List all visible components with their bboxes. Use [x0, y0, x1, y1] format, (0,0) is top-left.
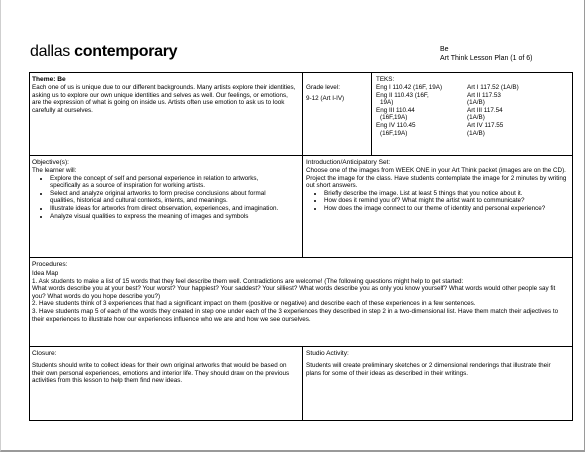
procedures-step: What words describe you at your best? Your worst? Your happiest? Your saddest? Your silliest? What words describe you as only you know yourself? What words would other people say fit you? What words do you hope describe you?) [32, 285, 556, 300]
intro-set-body: Choose one of the images from WEEK ONE in your Art Think packet (images are on the CD). Project the image for the class. Have students contemplate the image for 2 minutes by writing out short answers. [306, 167, 567, 190]
logo-word-dallas: dallas [30, 43, 71, 60]
procedures-step: Idea Map [32, 270, 59, 277]
bottom-border [29, 420, 573, 421]
col-divider-theme [302, 72, 303, 156]
objective-item: • Illustrate ideas for artworks from direct observation, experiences, and imagination. [50, 205, 284, 213]
teks-item: (16F,19A) [380, 129, 408, 137]
col-divider-objectives [302, 155, 303, 258]
header-right [440, 46, 532, 63]
procedures-step: 2. Have students think of 3 experiences that had a significant impact on them (positive or negative) and describe each of these experiences in a few sentences. [32, 300, 476, 308]
header-plan-title: Art Think Lesson Plan (1 of 6) [440, 54, 533, 62]
intro-set-title: Introduction/Anticipatory Set: [306, 159, 391, 166]
closure-title: Closure: [32, 350, 57, 357]
teks-list [376, 84, 537, 137]
teks-item: (1A/B) [467, 129, 485, 137]
row-divider-1 [29, 155, 573, 156]
header-theme-word: Be [440, 46, 449, 53]
right-border [572, 72, 573, 421]
objective-item: • Explore the concept of self and personal experience in relation to artworks, specifically as a source of inspiration for working artists. [50, 175, 284, 190]
objective-item: • Select and analyze original artworks to form precise conclusions about formal qualities, historical and cultural contexts, intents, and meanings. [50, 190, 284, 205]
theme-cell [32, 76, 298, 114]
objectives-list [32, 175, 284, 221]
row-divider-2 [29, 257, 573, 258]
teks-item: (1A/B) [467, 114, 485, 122]
row-divider-3 [29, 346, 573, 347]
teks-item: Art I 117.52 (1A/B) [467, 84, 519, 91]
teks-label: TEKS: [376, 76, 395, 83]
top-border [29, 72, 573, 73]
teks-item: (1A/B) [467, 99, 485, 107]
intro-set-item: • How does it remind you of? What might the artist want to communicate? [324, 197, 560, 205]
left-border [29, 72, 30, 421]
intro-set-item: • How does the image connect to our theme of identity and personal experience? [324, 205, 560, 213]
intro-set-list [306, 190, 560, 213]
teks-item: Art IV 117.55 [467, 121, 504, 129]
col-divider-closure [302, 346, 303, 421]
dallas-contemporary-logo [30, 44, 177, 60]
studio-activity-cell [306, 350, 566, 377]
closure-body: Students should write to collect ideas for their own original artworks that would be based on their own personal experiences, emotions and interior life. They should draw on the previous activities from this lesson to help them find new ideas. [32, 362, 290, 385]
teks-item: Art II 117.53 [467, 91, 501, 99]
studio-activity-body: Students will create preliminary sketches or 2 dimensional renderings that illustrate their plans for some of their ideas as described in their writings. [306, 362, 551, 377]
intro-set-item: • Briefly describe the image. List at least 5 things that you notice about it. [324, 190, 560, 198]
theme-title: Theme: Be [32, 76, 66, 83]
procedures-step: 3. Have students map 5 of each of the words they created in step one under each of the 3 experiences they described in step 2 in a two-dimensional list. Have them match their adjectives to their experiences to illustrate how our experiences influence who we are and how we see ourselves. [32, 307, 559, 323]
studio-activity-title: Studio Activity: [306, 350, 349, 357]
objectives-title: Objective(s): [32, 159, 70, 166]
procedures-title: Procedures: [32, 261, 68, 268]
grade-value: 9-12 (Art I-IV) [306, 94, 345, 102]
teks-item: Eng II 110.43 (16F, [376, 91, 429, 99]
objective-item: • Analyze visual qualities to express the meaning of images and symbols [50, 213, 284, 221]
objectives-intro: The learner will: [32, 167, 77, 174]
procedures-cell [32, 261, 568, 323]
col-divider-grade [371, 72, 372, 156]
grade-label: Grade level: [306, 84, 340, 91]
teks-item: Art III 117.54 [467, 106, 503, 114]
teks-item: Eng I 110.42 (16F, 19A) [376, 84, 443, 91]
teks-item: Eng IV 110.45 [376, 121, 416, 129]
objectives-cell [32, 159, 298, 220]
closure-cell [32, 350, 294, 385]
teks-cell [376, 76, 570, 84]
logo-word-contemporary: contemporary [74, 43, 178, 60]
grade-cell [306, 84, 368, 102]
intro-set-cell [306, 159, 568, 213]
procedures-step: 1. Ask students to make a list of 15 words that they feel describe them well. Contradictions are welcome! (The following questions might help to get started: [32, 277, 464, 285]
teks-item: Eng III 110.44 [376, 106, 415, 114]
teks-item: (16F,19A) [380, 114, 408, 122]
theme-body: Each one of us is unique due to our different backgrounds. Many artists explore their identities, asking us to explore our own unique identities and selves as well. Our feelings, or emotions, are the expression of what is going on inside us. Artists often use emotion to ask us to look carefully at ourselves. [32, 84, 296, 114]
teks-item: 19A) [380, 99, 394, 107]
